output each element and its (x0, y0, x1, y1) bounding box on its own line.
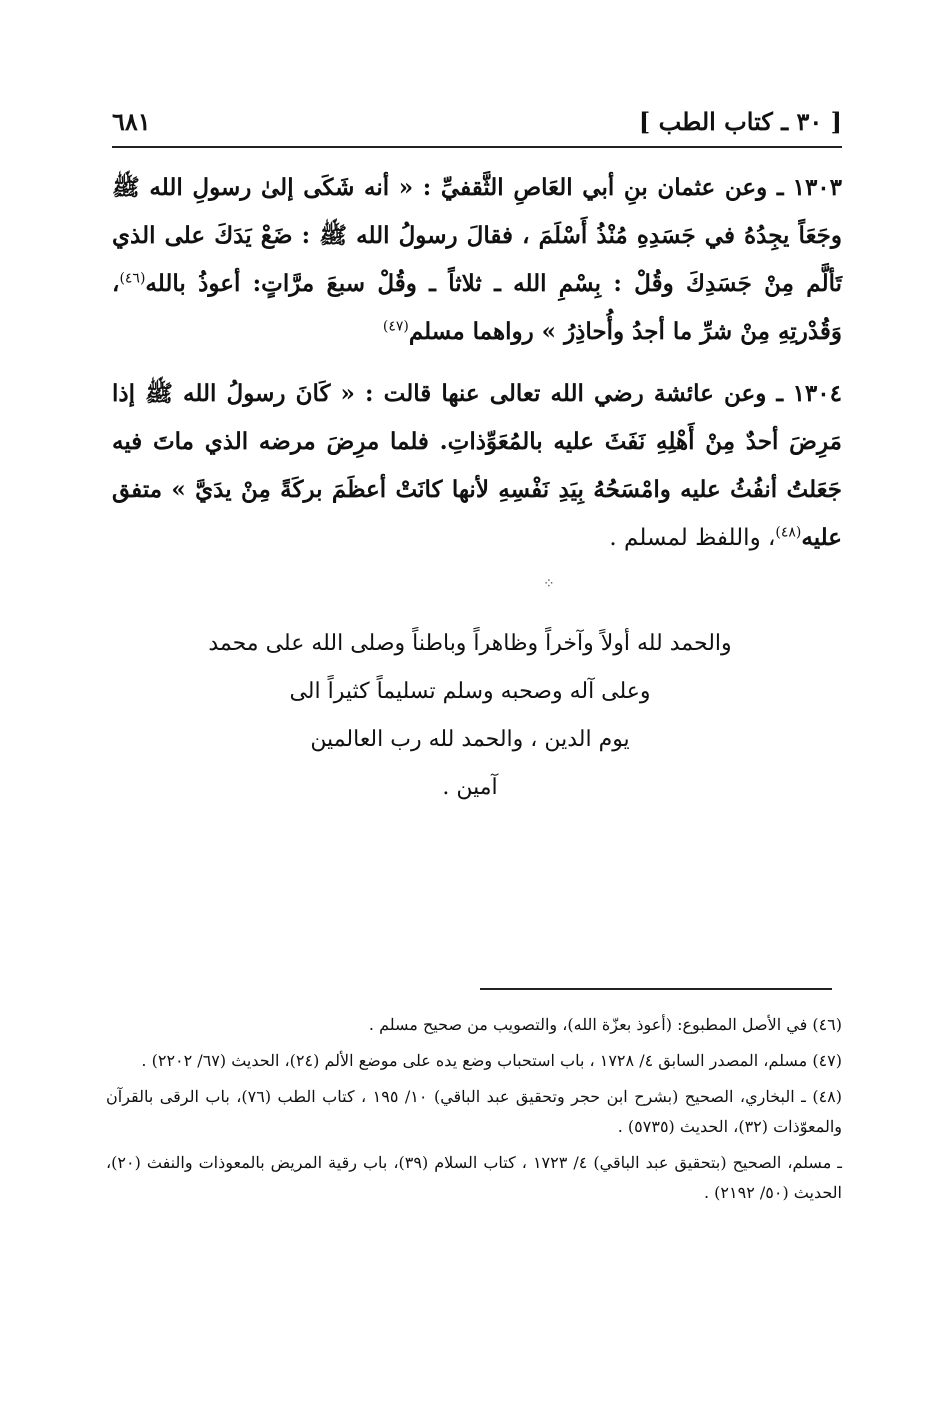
closing-prayer (160, 620, 780, 812)
footnote-47: (٤٧) مسلم، المصدر السابق ٤/ ١٧٢٨ ، باب استحباب وضع يده على موضع الألم (٢٤)، الحديث (٦٧/ ٢٢٠٢) . (141, 1051, 842, 1070)
footnote-divider (480, 988, 832, 990)
page-number: ٦٨١ (112, 106, 151, 136)
footnotes (106, 1010, 842, 1214)
closing-line: والحمد لله أولاً وآخراً وظاهراً وباطناً وصلى الله على محمد (208, 631, 732, 656)
section-ornament: ⁘ (543, 576, 555, 592)
footnote-48: (٤٨) ـ البخاري، الصحيح (بشرح ابن حجر وتحقيق عبد الباقي) ١٠/ ١٩٥ ، كتاب الطب (٧٦)، باب الرقى بالقرآن والمعوّذات (٣٢)، الحديث (٥٧٣٥) . (106, 1087, 842, 1136)
chapter-title: [ ٣٠ ـ كتاب الطب ] (638, 106, 842, 136)
running-header (112, 98, 842, 144)
footnote-ref-46: (٤٦) (119, 270, 146, 287)
footnote-ref-47: (٤٧) (382, 318, 409, 335)
footnote-46: (٤٦) في الأصل المطبوع: (أعوذ بعزّة الله)، والتصويب من صحيح مسلم . (368, 1015, 842, 1034)
footnote-48-continued: ـ مسلم، الصحيح (بتحقيق عبد الباقي) ٤/ ١٧٢٣ ، كتاب السلام (٣٩)، باب رقية المريض بالمعوذات والنفث (٢٠)، الحديث (٥٠/ ٢١٩٢) . (106, 1153, 842, 1202)
closing-line: آمين . (442, 775, 498, 800)
hadith-text-continued: ، وَقُدْرتِهِ مِنْ شرِّ ما أجدُ وأُحاذِرُ » رواهما مسلم (112, 270, 842, 345)
hadith-1303 (112, 164, 842, 356)
header-divider (112, 146, 842, 148)
hadith-1304 (112, 370, 842, 562)
hadith-text-continued: ، واللفظ لمسلم . (609, 525, 776, 551)
hadith-text: ـ وعن عثمان بنِ أبي العَاصِ الثَّقفيِّ : « أنه شَكَى إلىٰ رسولِ الله ﷺ وجَعَاً يجِدُهُ في جَسَدِهِ مُنْذُ أَسْلَمَ ، فقالَ رسولُ الله ﷺ : ضَعْ يَدَكَ على الذي تَألَّم مِنْ جَسَدِكَ وقُلْ : بِسْمِ الله ـ ثلاثاً ـ وقُلْ سبعَ مرَّاتٍ: أعوذُ بالله (112, 174, 842, 297)
hadith-text: ـ وعن عائشة رضي الله تعالى عنها قالت : « كَانَ رسولُ الله ﷺ إذا مَرِضَ أحدٌ مِنْ أَهْلِهِ نَفَثَ عليه بالمُعَوِّذاتِ. فلما مرِضَ مرضه الذي ماتَ فيه جَعَلتُ أنفُثُ عليه وامْسَحُهُ بِيَدِ نَفْسِهِ لأنها كانَتْ أعظَمَ بركَةً مِنْ يدَيَّ » متفق عليه (112, 380, 842, 551)
hadith-number: ١٣٠٣ (792, 174, 843, 201)
main-text (112, 164, 842, 576)
closing-line: وعلى آله وصحبه وسلم تسليماً كثيراً الى (289, 679, 651, 704)
footnote-ref-48: (٤٨) (775, 524, 802, 541)
hadith-number: ١٣٠٤ (792, 380, 842, 407)
closing-line: يوم الدين ، والحمد لله رب العالمين (310, 727, 630, 752)
